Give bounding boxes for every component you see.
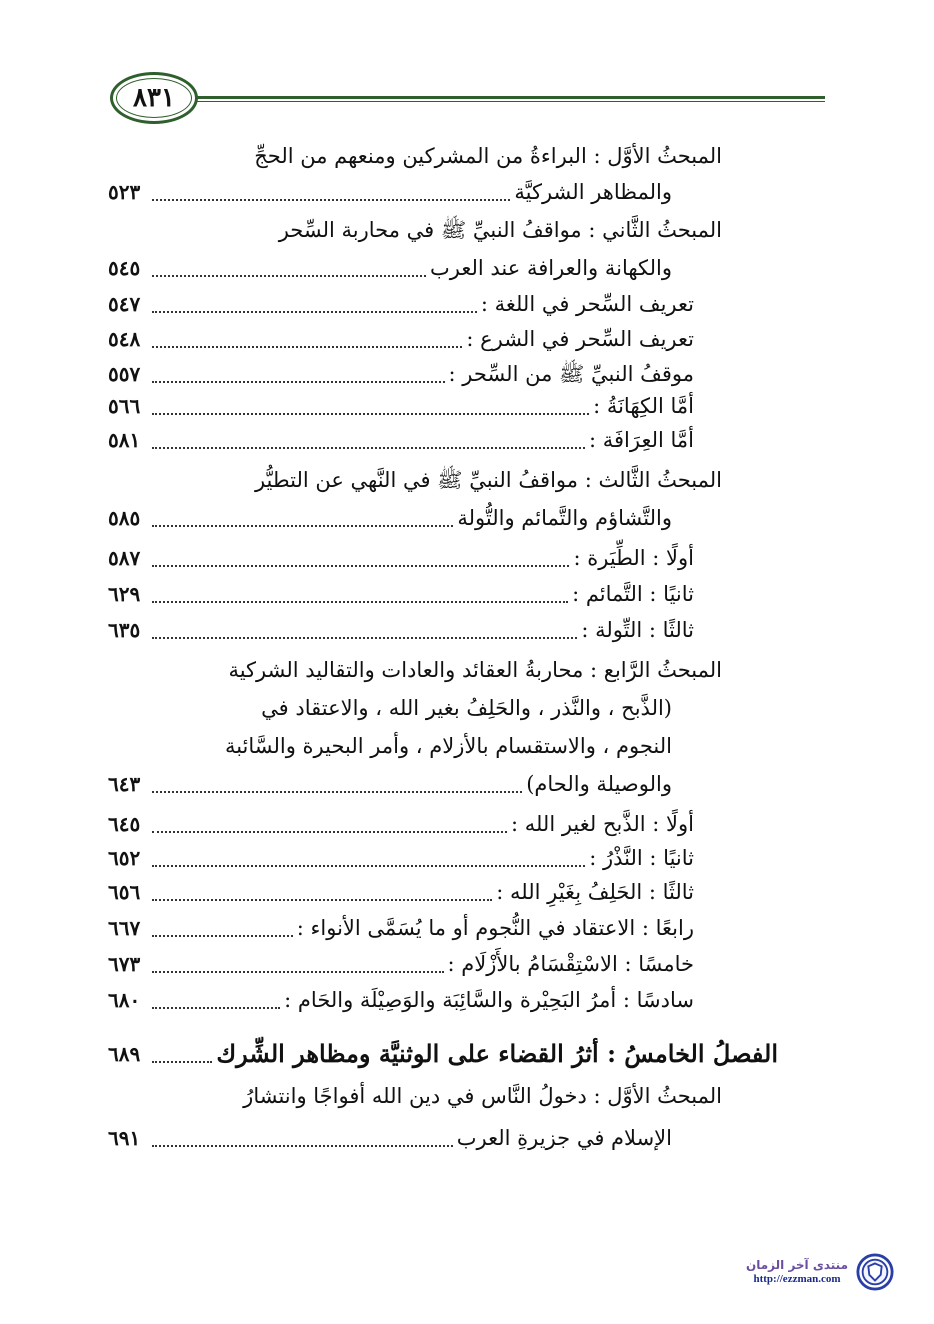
toc-page-number: ٥٢٣: [108, 180, 141, 204]
toc-line: [108, 540, 722, 576]
toc-page-number: ٦٦٧: [108, 916, 141, 940]
toc-page-number: ٥٨٥: [108, 506, 141, 530]
leader-dots: [152, 831, 507, 833]
leader-dots: [152, 791, 522, 793]
toc-line: [108, 652, 722, 688]
toc-page-number: ٦٢٩: [108, 582, 141, 606]
leader-dots: [152, 275, 426, 277]
header-rule-thin: [195, 101, 825, 102]
toc-entry-text: والتَّشاؤم والتَّمائم والتُّولة: [457, 506, 672, 530]
toc-chapter-line: [108, 1036, 778, 1072]
leader-dots: [152, 1061, 212, 1063]
toc-line: [108, 874, 722, 910]
toc-line: [108, 356, 722, 392]
toc-line: [108, 840, 722, 876]
leader-dots: [152, 525, 453, 527]
toc-page-number: ٥٨٧: [108, 546, 141, 570]
toc-entry-text: المبحثُ الثَّاني : مواقفُ النبيِّ ﷺ في محاربة السِّحر: [278, 218, 722, 242]
page-number: ٨٣١: [133, 83, 175, 113]
toc-entry-text: والكهانة والعرافة عند العرب: [429, 256, 672, 280]
toc-entry-text: تعريف السِّحر في اللغة :: [480, 292, 694, 316]
toc-line: [108, 422, 722, 458]
logo-text: [746, 1258, 848, 1286]
toc-entry-text: خامسًا : الاسْتِقْسَامُ بالأَزْلَام :: [447, 952, 694, 976]
toc-line: [108, 766, 722, 802]
leader-dots: [152, 935, 293, 937]
toc-line: [108, 946, 722, 982]
header-rule: [195, 96, 825, 99]
toc-entry-text: ثالثًا : الحَلِفُ بِغَيْرِ الله :: [496, 880, 694, 904]
toc-line: [108, 806, 722, 842]
leader-dots: [152, 601, 568, 603]
toc-page-number: ٥٤٨: [108, 327, 141, 351]
toc-line: [108, 250, 722, 286]
site-name: منتدى آخر الزمان: [746, 1258, 848, 1273]
toc-entry-text: أولًا : الذَّبح لغير الله :: [510, 812, 694, 836]
toc-entry-text: ثالثًا : التِّولة :: [581, 618, 694, 642]
toc-entry-text: ثانيًا : النَّذْرُ :: [589, 846, 694, 870]
page-number-badge: [110, 72, 198, 124]
toc-page-number: ٦٣٥: [108, 618, 141, 642]
toc-line: [108, 286, 722, 322]
toc-line: [108, 500, 722, 536]
toc-page-number: ٥٤٧: [108, 292, 141, 316]
leader-dots: [152, 1007, 280, 1009]
leader-dots: [152, 199, 510, 201]
toc-line: [108, 388, 722, 424]
toc-entry-text: سادسًا : أمرُ البَحِيْرة والسَّائِبَة والوَصِيْلَة والحَام :: [284, 988, 694, 1012]
forum-logo[interactable]: [746, 1242, 906, 1302]
toc-line: [108, 728, 722, 764]
toc-page-number: ٥٦٦: [108, 394, 141, 418]
toc-line: [108, 910, 722, 946]
toc-page-number: ٦٥٢: [108, 846, 141, 870]
toc-entry-text: المبحثُ الأوَّل : البراءةُ من المشركين ومنعهم من الحجِّ: [254, 144, 722, 168]
leader-dots: [152, 565, 569, 567]
toc-page-number: ٦٨٩: [108, 1042, 141, 1066]
toc-page-number: ٥٤٥: [108, 256, 141, 280]
leader-dots: [152, 381, 445, 383]
toc-line: [108, 321, 722, 357]
toc-entry-text: موقفُ النبيِّ ﷺ من السِّحر :: [448, 362, 694, 386]
toc-chapter-text: الفصلُ الخامسُ : أثرُ القضاء على الوثنيَّة ومظاهر الشِّرك: [216, 1039, 778, 1068]
leader-dots: [152, 865, 585, 867]
toc-page-number: ٦٤٣: [108, 772, 141, 796]
leader-dots: [152, 637, 577, 639]
toc-line: [108, 576, 722, 612]
toc-line: [108, 212, 722, 248]
toc-entry-text: النجوم ، والاستقسام بالأزلام ، وأمر البحيرة والسَّائبة: [224, 734, 672, 758]
toc-entry-text: أولًا : الطِّيَرة :: [573, 546, 694, 570]
toc-entry-text: رابعًا : الاعتقاد في النُّجوم أو ما يُسَمَّى الأنواء :: [296, 916, 694, 940]
toc-entry-text: أمَّا العِرَافَة :: [589, 428, 694, 452]
toc-page-number: ٦٩١: [108, 1126, 141, 1150]
toc-page-number: ٦٨٠: [108, 988, 141, 1012]
leader-dots: [152, 413, 589, 415]
toc-line: [108, 462, 722, 498]
toc-entry-text: والمظاهر الشركيَّة: [514, 180, 672, 204]
toc-entry-text: تعريف السِّحر في الشرع :: [466, 327, 694, 351]
leader-dots: [152, 899, 492, 901]
toc-entry-text: (الذَّبح ، والنَّذر ، والحَلِفُ بغير الله ، والاعتقاد في: [261, 696, 672, 720]
shield-logo-icon: [856, 1253, 894, 1291]
toc-line: [108, 1120, 722, 1156]
toc-line: [108, 138, 722, 174]
toc-page-number: ٥٨١: [108, 428, 141, 452]
site-url[interactable]: http://ezzman.com: [753, 1272, 841, 1285]
leader-dots: [152, 311, 477, 313]
toc-line: [108, 174, 722, 210]
toc-entry-text: الإسلام في جزيرةِ العرب: [456, 1126, 672, 1150]
toc-line: [108, 982, 722, 1018]
leader-dots: [152, 971, 444, 973]
toc-page-number: ٥٥٧: [108, 362, 141, 386]
toc-entry-text: المبحثُ الثَّالث : مواقفُ النبيِّ ﷺ في النَّهي عن التطيُّر: [254, 468, 722, 492]
toc-page-number: ٦٥٦: [108, 880, 141, 904]
toc-page-number: ٦٤٥: [108, 812, 141, 836]
leader-dots: [152, 1145, 453, 1147]
toc-entry-text: أمَّا الكِهَانَةُ :: [593, 394, 694, 418]
toc-entry-text: المبحثُ الرَّابع : محاربةُ العقائد والعادات والتقاليد الشركية: [228, 658, 722, 682]
toc-entry-text: والوصيلة والحام): [526, 772, 672, 796]
toc-line: [108, 612, 722, 648]
toc-page-number: ٦٧٣: [108, 952, 141, 976]
toc-entry-text: ثانيًا : التَّمائم :: [572, 582, 694, 606]
toc-line: [108, 690, 722, 726]
toc-entry-text: المبحثُ الأوَّل : دخولُ النَّاس في دين الله أفواجًا وانتشارُ: [243, 1084, 722, 1108]
toc-line: [108, 1078, 722, 1114]
leader-dots: [152, 447, 585, 449]
leader-dots: [152, 346, 462, 348]
